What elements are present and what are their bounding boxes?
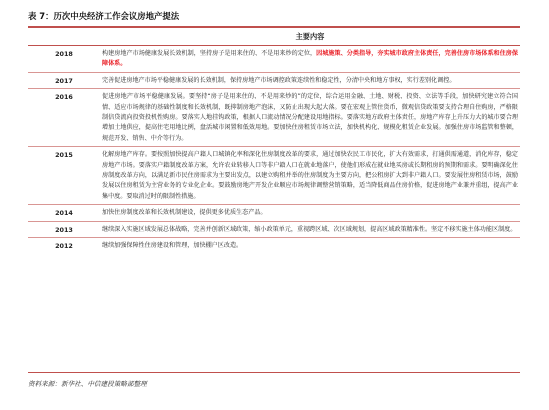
table-body [28,46,520,254]
table-top-rule [28,26,520,28]
table-row [28,89,520,147]
row-content [100,72,520,88]
row-year: 2015 [28,147,100,205]
row-content [100,147,520,205]
table-row [28,147,520,205]
highlighted-text: 因城施策、分类指导，夯实城市政府主体责任，完善住房市场体系和住房保障体系。 [102,50,519,68]
year-header [28,30,100,46]
table-row [28,205,520,221]
table-header-row [28,30,520,46]
row-year: 2018 [28,46,100,73]
content-text: 加快住房制度改革和长效机制建设，提供更多优质生态产品。 [102,209,267,217]
content-text: 继续加强保障性住房建设和管理，加快棚户区改造。 [102,242,243,250]
content-text: 继续深入实施区域发展总体战略，完善并创新区域政策，缩小政策单元，重视跨区域、次区域规划，提高区域政策精准性。坚定不移实施主体功能区制度。 [102,225,517,233]
row-content [100,205,520,221]
content-text: 构建房地产市场健康发展长效机制，坚持房子是用来住的、不是用来炒的定位， [102,50,317,57]
row-year: 2017 [28,72,100,88]
row-year: 2013 [28,221,100,237]
content-text: 化解房地产库存。要按照加快提高户籍人口城镇化率和深化住房制度改革的要求，通过加快农民工市民化，扩大有效需求，打通供需通道，消化库存，稳定房地产市场。要落实户籍制度改革方案，允许农业转移人口等非户籍人口在就业地落户，使他们形成在就业地买房或长期租房的预期和需求。要明确深化住房制度改革方向，以满足新市民住房需求为主要出发点，以建立购租并举的住房制度为主要方向，把公租房扩大到非户籍人口。要发展住房租赁市场，鼓励发展以住房租赁为主营业务的专业化企业。要鼓励房地产开发企业顺应市场规律调整营销策略，适当降低商品住房价格，促进房地产业兼并重组，提高产业集中度。要取消过时的限制性措施。 [102,151,518,200]
row-content [100,238,520,254]
row-year: 2016 [28,89,100,147]
row-year: 2012 [55,242,73,251]
table-row [28,221,520,237]
row-content [100,46,520,73]
table-title: 表 7：历次中央经济工作会议房地产提法 [28,11,180,21]
content-text: 促进房地产市场平稳健康发展。要坚持“房子是用来住的、不是用来炒的”的定位，综合运用金融、土地、财税、投资、立法等手段，加快研究建立符合国情、适应市场规律的基础性制度和长效机制，既抑制房地产泡沫，又防止出现大起大落。要在宏观上管住货币，微观信贷政策要支持合理自住购房，严格限制信贷流向投资投机性购房。要落实人地挂钩政策，根据人口流动情况分配建设用地指标。要落实地方政府主体责任，房地产库存上升压力大的城市要合理增加土地供应，提高住宅用地比例，盘活城市闲置和低效用地。要加快住房租赁市场立法，加快机构化、规模化租赁企业发展。加强住房市场监管和整顿，规范开发、销售、中介等行为。 [102,93,518,142]
row-content [100,221,520,237]
table-row [28,46,520,73]
content-text: 完善促进房地产市场平稳健康发展的长效机制，保持房地产市场调控政策连续性和稳定性，分清中央和地方事权，实行差别化调控。 [102,76,456,84]
row-year: 2014 [28,205,100,221]
policy-table [28,30,520,254]
row-content [100,89,520,147]
table-row [28,238,520,254]
table-row [28,72,520,88]
source-note: 资料来源：新华社、中信建投策略部整理 [28,380,147,388]
table-bottom-rule [28,372,520,373]
content-header: 主要内容 [100,30,520,46]
